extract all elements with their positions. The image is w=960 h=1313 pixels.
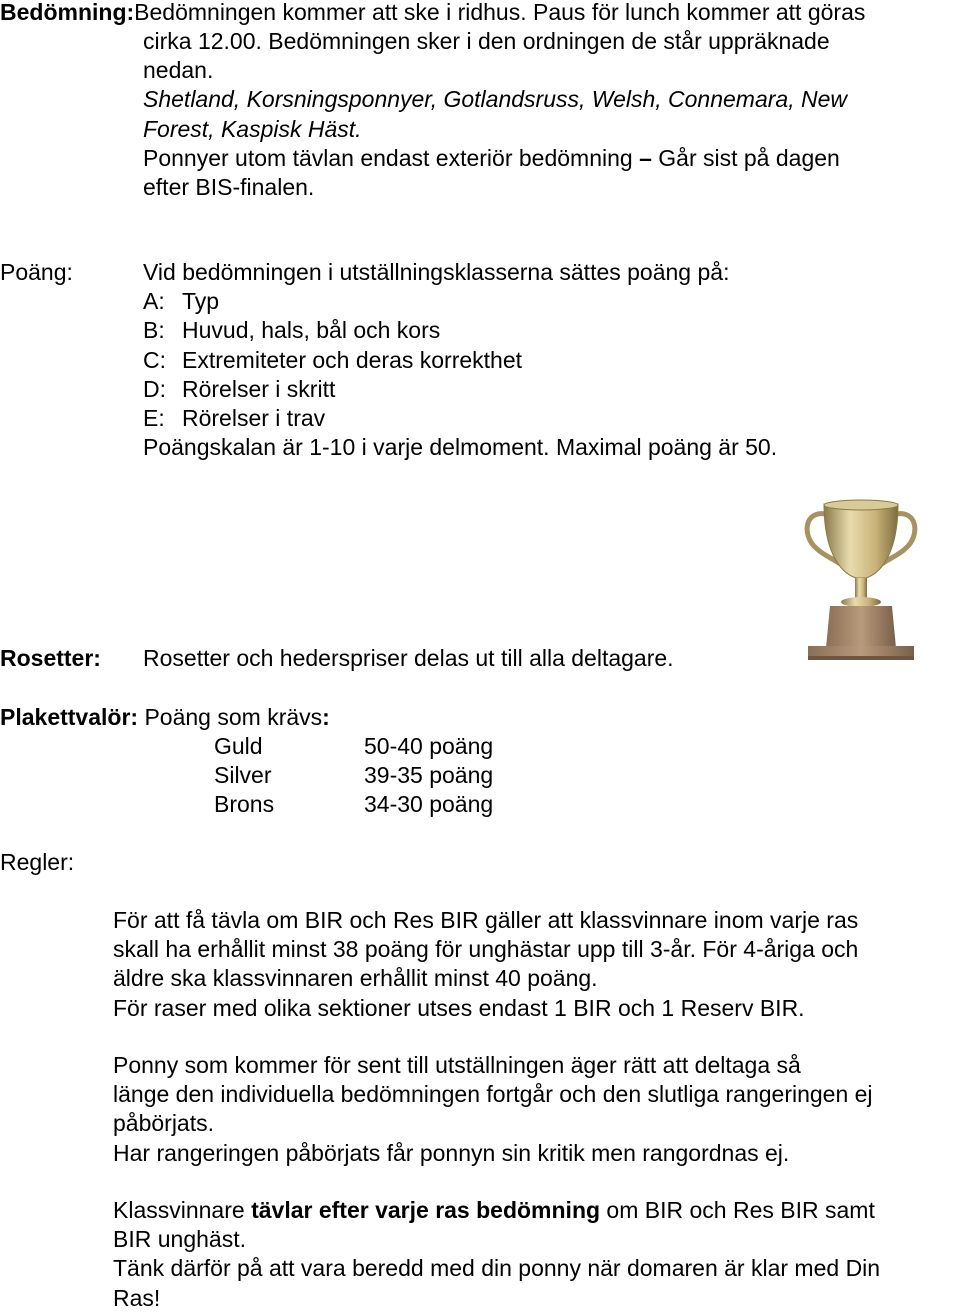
regler-paragraph-2: Ponny som kommer för sent till utställningen äger rätt att deltaga så länge den individuella bedömningen fortgår och den slutliga rangeringen ej påbörjats. Har rangeringen påbörjats får ponnyn sin kritik men rangordnas ej. [113, 1052, 873, 1166]
bedomning-line-2: cirka 12.00. Bedömningen sker i den ordningen de står uppräknade [143, 28, 830, 54]
poang-item: B: Huvud, hals, bål och kors [143, 317, 441, 344]
poang-item: D: Rörelser i skritt [143, 375, 336, 402]
regler-p3-line-1: Klassvinnare tävlar efter varje ras bedömning om BIR och Res BIR samt [113, 1197, 875, 1223]
poang-block [143, 258, 777, 462]
trophy-icon [800, 498, 922, 664]
bedomning-block [143, 27, 847, 202]
bedomning-label: Bedömning: [0, 0, 135, 25]
breed-order-line-1: Shetland, Korsningsponnyer, Gotlandsruss, Welsh, Connemara, New [143, 86, 848, 113]
poang-item: E: Rörelser i trav [143, 405, 326, 432]
regler-paragraph-3: Klassvinnare tävlar efter varje ras bedömning om BIR och Res BIR samt BIR unghäst. Tänk därför på att vara beredd med din ponny när domaren är klar med Din Ras! [113, 1197, 881, 1311]
poang-scale: Poängskalan är 1-10 i varje delmoment. Maximal poäng är 50. [143, 434, 778, 461]
ponies-line-2: efter BIS-finalen. [143, 174, 315, 201]
poang-item: A: Typ [143, 288, 220, 315]
plakett-row: Guld 50-40 poäng [214, 733, 494, 759]
poang-label: Poäng: [0, 259, 73, 285]
regler-paragraph-1: För att få tävla om BIR och Res BIR gäller att klassvinnare inom varje ras skall ha erhållit minst 38 poäng för unghästar upp till 3-år. För 4-åriga och äldre ska klassvinnaren erhållit minst 40 poäng. För raser med olika sektioner utses endast 1 BIR och 1 Reserv BIR. [113, 907, 859, 1021]
poang-intro: Vid bedömningen i utställningsklasserna sättes poäng på: [143, 259, 730, 285]
bedomning-line-3: nedan. [143, 57, 214, 84]
rosetter-text: Rosetter och hederspriser delas ut till alla deltagare. [143, 645, 674, 671]
plakett-row: Silver 39-35 poäng [214, 762, 494, 789]
plakett-intro: Poäng som krävs [144, 704, 323, 730]
plakett-line: Plakettvalör: Poäng som krävs: [0, 704, 330, 730]
plakett-table [214, 732, 493, 820]
rosetter-label: Rosetter: [0, 645, 101, 671]
bedomning-line-1 [0, 0, 865, 27]
poang-item: C: Extremiteter och deras korrekthet [143, 346, 523, 373]
regler-label: Regler: [0, 849, 75, 875]
bedomning-text: Bedömningen kommer att ske i ridhus. Paus för lunch kommer att göras [134, 0, 866, 25]
ponies-line-1: Ponnyer utom tävlan endast exteriör bedömning – Går sist på dagen [143, 144, 840, 171]
plakett-label: Plakettvalör: [0, 704, 139, 730]
plakett-row: Brons 34-30 poäng [214, 791, 494, 818]
breed-order-line-2: Forest, Kaspisk Häst. [143, 115, 362, 142]
